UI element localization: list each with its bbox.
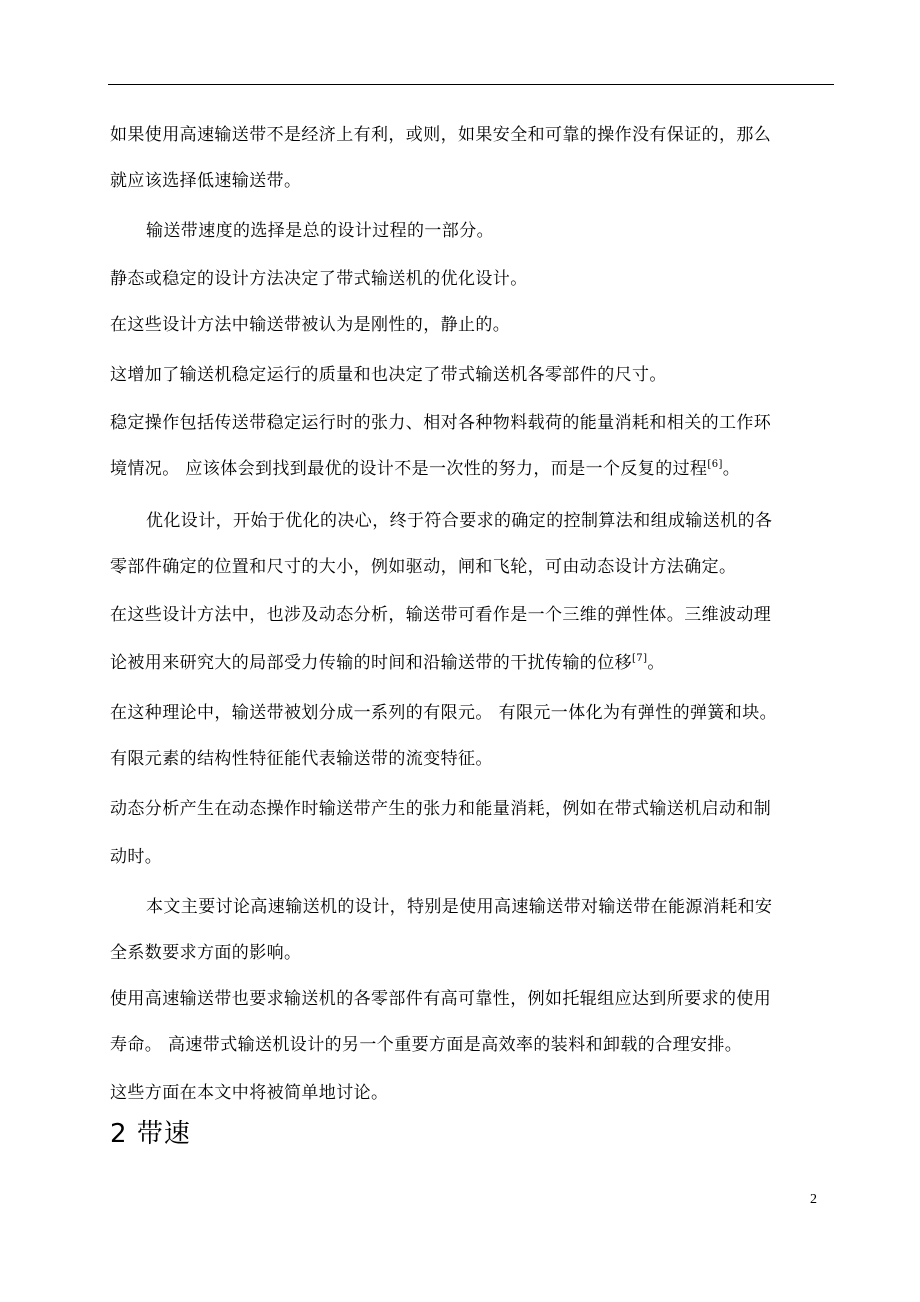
text-line: 本文主要讨论高速输送机的设计，特别是使用高速输送带对输送带在能源消耗和安	[146, 897, 773, 917]
section-title: 带速	[136, 1119, 191, 1149]
text-line: 在这些设计方法中输送带被认为是刚性的，静止的。	[110, 315, 511, 335]
text-line: 静态或稳定的设计方法决定了带式输送机的优化设计。	[110, 269, 528, 289]
text-line: 动时。	[110, 847, 163, 867]
text-line: 使用高速输送带也要求输送机的各零部件有高可靠性，例如托辊组应达到所要求的使用	[110, 989, 772, 1009]
text-line: 这些方面在本文中将被简单地讨论。	[110, 1083, 389, 1103]
text-line: 全系数要求方面的影响。	[110, 943, 302, 963]
header-rule	[108, 84, 834, 85]
citation-ref: [6]	[707, 459, 723, 470]
text-line: 输送带速度的选择是总的设计过程的一部分。	[146, 221, 494, 241]
text-line	[110, 456, 740, 482]
text-line: 零部件确定的位置和尺寸的大小，例如驱动，闸和飞轮，可由动态设计方法确定。	[110, 557, 737, 577]
period: 。	[722, 459, 741, 479]
section-heading	[110, 1116, 191, 1152]
section-number: 2	[110, 1119, 128, 1149]
period: 。	[647, 653, 665, 673]
text-line: 在这种理论中，输送带被划分成一系列的有限元。 有限元一体化为有弹性的弹簧和块。	[110, 703, 778, 723]
text-line: 稳定操作包括传送带稳定运行时的张力、相对各种物料载荷的能量消耗和相关的工作环	[110, 413, 772, 433]
text-line: 就应该选择低速输送带。	[110, 171, 302, 191]
text-segment: 论被用来研究大的局部受力传输的时间和沿输送带的干扰传输的位移	[110, 653, 632, 673]
page-number: 2	[810, 1192, 817, 1207]
text-line: 有限元素的结构性特征能代表输送带的流变特征。	[110, 749, 493, 769]
text-line: 如果使用高速输送带不是经济上有利，或则，如果安全和可靠的操作没有保证的，那么	[110, 125, 772, 145]
text-line: 寿命。 高速带式输送机设计的另一个重要方面是高效率的装料和卸载的合理安排。	[110, 1035, 743, 1055]
text-line: 优化设计，开始于优化的决心，终于符合要求的确定的控制算法和组成输送机的各	[146, 511, 773, 531]
text-line	[110, 650, 665, 676]
citation-ref: [7]	[632, 653, 648, 664]
text-line: 这增加了输送机稳定运行的质量和也决定了带式输送机各零部件的尺寸。	[110, 365, 667, 385]
text-line: 动态分析产生在动态操作时输送带产生的张力和能量消耗，例如在带式输送机启动和制	[110, 799, 772, 819]
text-line: 在这些设计方法中，也涉及动态分析，输送带可看作是一个三维的弹性体。三维波动理	[110, 605, 772, 625]
text-segment: 境情况。 应该体会到找到最优的设计不是一次性的努力，而是一个反复的过程	[110, 459, 708, 479]
